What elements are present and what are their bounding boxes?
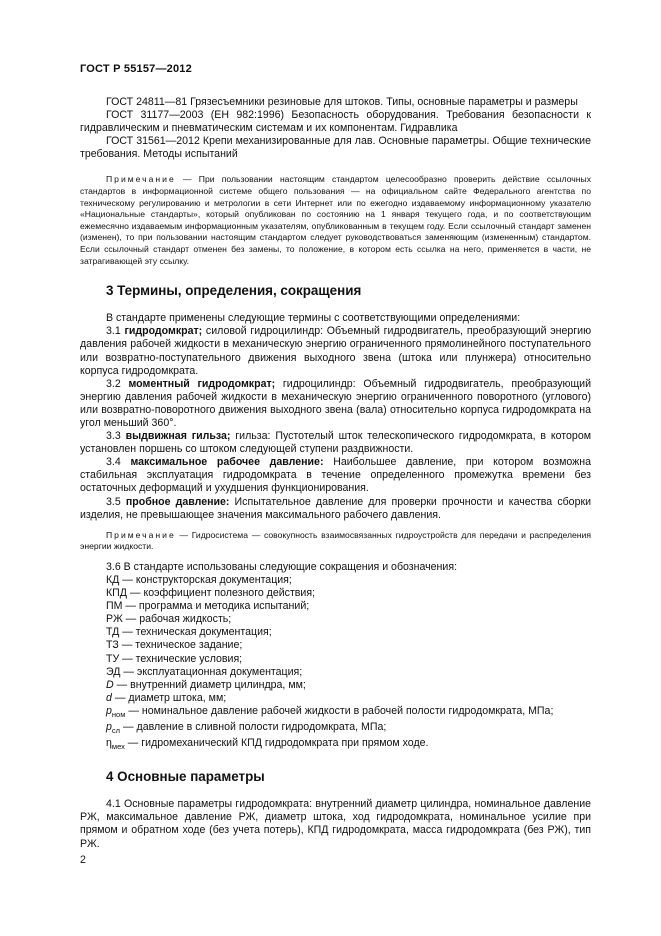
term-number: 3.3: [106, 430, 126, 443]
note-label: Примечание: [106, 529, 176, 540]
term-definition: [80, 430, 591, 456]
symbol-item: [80, 692, 591, 705]
term-name: пробное давление:: [125, 495, 230, 508]
term-number: 3.1: [106, 325, 125, 338]
abbreviation-item: ТД — техническая документация;: [106, 626, 272, 639]
symbol-text: — диаметр штока, мм;: [111, 691, 227, 704]
note-text: — Гидросистема — совокупность взаимосвязанных гидроустройств для передачи и распределения энергии жидкости.: [80, 529, 591, 552]
page-number: 2: [80, 854, 86, 866]
symbol: p: [106, 704, 112, 717]
term-name: гидродомкрат;: [124, 325, 203, 338]
normative-reference: ГОСТ 31177—2003 (ЕН 982:1996) Безопасность оборудования. Требования безопасности к гидравлическим и пневматическим системам и их компонентам. Гидравлика: [80, 109, 591, 135]
abbreviation-item: ЭД — эксплуатационная документация;: [106, 665, 303, 678]
abbreviation-item: ТЗ — техническое задание;: [106, 639, 243, 652]
symbol-text: — гидромеханический КПД гидродомкрата при прямом ходе.: [124, 737, 429, 750]
term-text: Наибольшее давление, при котором возможна стабильная эксплуатация гидродомкрата в течение определенного промежутка времени без остаточных деформаций и ухудшения функционирования.: [80, 456, 592, 495]
normative-reference: ГОСТ 31561—2012 Крепи механизированные для лав. Основные параметры. Общие технические требования. Методы испытаний: [80, 135, 591, 161]
page-body: [80, 96, 591, 851]
symbol: p: [106, 721, 112, 734]
symbol-text: — внутренний диаметр цилиндра, мм;: [113, 678, 306, 691]
abbreviation-item: ПМ — программа и методика испытаний;: [106, 600, 310, 613]
symbol-subscript: ном: [111, 709, 126, 719]
term-number: 3.4: [106, 456, 131, 469]
symbol: d: [106, 691, 112, 704]
section-4-heading: 4 Основные параметры: [106, 769, 265, 785]
term-text: силовой гидроцилиндр: Объемный гидродвигатель, преобразующий энергию давления рабочей жидкости в механическую энергию ограниченного прямолинейного поступательного или возвратно-поступательного движения выходного звена (штока или плунжера) относительно корпуса гидродомкрата.: [80, 325, 592, 377]
term-name: моментный гидродомкрат;: [128, 377, 276, 390]
symbol-subscript: мех: [111, 742, 125, 752]
section-3-heading: 3 Термины, определения, сокращения: [106, 283, 362, 299]
note-text: — При пользовании настоящим стандартом целесообразно проверить действие ссылочных стандартов в информационной системе общего пользования — на официальном сайте Федерального агентства по техническому регулированию и метрологии в сети Интернет или по ежегодно издаваемому информационному указателю «Национальные стандарты», который опубликован по состоянию на 1 января текущего года, и по соответствующим ежемесячно издаваемым информационным указателям, опубликованным в текущем году. Если ссылочный стандарт заменен (изменен), то при пользовании настоящим стандартом следует руководствоваться заменяющим (измененным) стандартом. Если ссылочный стандарт отменен без замены, то положение, в котором есть ссылка на него, применяется в части, не затрагивающей эту ссылку.: [80, 174, 591, 266]
symbol-item: [80, 679, 591, 692]
normative-reference: ГОСТ 24811—81 Грязесъемники резиновые для штоков. Типы, основные параметры и размеры: [106, 96, 578, 108]
term-number: 3.5: [106, 495, 126, 508]
note-references: [80, 174, 591, 267]
term-definition: [80, 325, 591, 377]
symbol-text: — номинальное давление рабочей жидкости в рабочей полости гидродомкрата, МПа;: [125, 704, 554, 717]
symbol: D: [106, 678, 114, 691]
abbreviation-item: РЖ — рабочая жидкость;: [106, 613, 232, 626]
symbol-text: — давление в сливной полости гидродомкрата, МПа;: [120, 721, 387, 734]
term-definition: [80, 378, 591, 430]
symbol-item: [80, 721, 591, 737]
term-definition: [80, 496, 591, 522]
abbreviations-intro: 3.6 В стандарте использованы следующие сокращения и обозначения:: [106, 560, 458, 573]
term-name: максимальное рабочее давление:: [130, 456, 324, 469]
term-definition: [80, 456, 591, 495]
symbol-item: [80, 737, 591, 753]
abbreviation-item: ТУ — технические условия;: [106, 652, 243, 665]
abbreviation-item: КД — конструкторская документация;: [106, 574, 292, 586]
symbol-subscript: сл: [111, 726, 121, 736]
abbreviation-item: КПД — коэффициент полезного действия;: [106, 587, 316, 600]
term-name: выдвижная гильза;: [125, 430, 231, 443]
terms-intro: В стандарте применены следующие термины с соответствующими определениями:: [106, 312, 521, 325]
term-number: 3.2: [106, 377, 129, 390]
note-hydrosystem: [80, 530, 591, 553]
term-text: Испытательное давление для проверки прочности и качества сборки изделия, не превышающее значения максимального рабочего давления.: [80, 495, 592, 521]
term-text: гидроцилиндр: Объемный гидродвигатель, преобразующий энергию давления рабочей жидкости в механическую энергию ограниченного поворотного (углового) или возвратно-поворотного движения выходного звена (вала) относительно корпуса гидродомкрата на угол меньший 360°.: [80, 377, 592, 429]
symbol-item: [80, 705, 591, 721]
symbol: η: [106, 737, 112, 750]
page-header-standard-number: ГОСТ Р 55157—2012: [80, 63, 192, 75]
note-label: Примечание: [106, 174, 176, 185]
term-text: гильза: Пустотелый шток телескопического гидродомкрата, в котором установлен поршень со штоком следующей ступени раздвижности.: [80, 430, 591, 456]
clause-4-1: 4.1 Основные параметры гидродомкрата: внутренний диаметр цилиндра, номинальное давление РЖ, максимальное давление РЖ, диаметр штока, ход гидродомкрата, номинальное усилие при прямом и обратном ходе (без учета потерь), КПД гидродомкрата, масса гидродомкрата (без РЖ), тип РЖ.: [80, 798, 591, 850]
